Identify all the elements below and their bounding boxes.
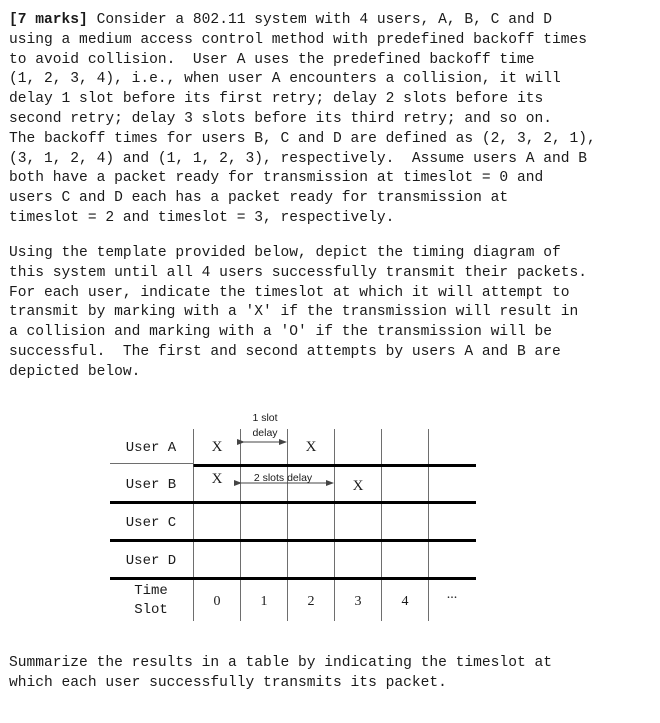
summary-line-1: which each user successfully transmits its packet. [9, 674, 447, 691]
row-label-user-a: User A [125, 440, 177, 456]
slot-ellipsis: ... [446, 587, 458, 602]
slot-gridlines [194, 429, 429, 621]
instruction-line-2: For each user, indicate the timeslot at which it will attempt to [9, 284, 570, 301]
backoff-annotation-a: 1 slot [252, 412, 278, 424]
instruction-line-5: successful. The first and second attempts by users A and B are [9, 343, 561, 360]
intro-line-0: Consider a 802.11 system with 4 users, A, B, C and D [87, 12, 552, 28]
instruction-line-1: this system until all 4 users successfully transmit their packets. [9, 264, 588, 281]
slot-number: 4 [401, 594, 409, 609]
row-label-user-b: User B [125, 477, 177, 493]
intro-line-8: both have a packet ready for transmission at timeslot = 0 and [9, 170, 544, 187]
intro-line-1: using a medium access control method with predefined backoff times [9, 31, 588, 48]
intro-line-7: (3, 1, 2, 4) and (1, 1, 2, 3), respectively. Assume users A and B [9, 150, 588, 167]
slot-number: 3 [354, 594, 362, 609]
intro-line-6: The backoff times for users B, C and D are defined as (2, 3, 2, 1), [9, 130, 596, 147]
slot-number: 1 [260, 594, 268, 609]
intro-line-9: users C and D each has a packet ready for transmission at [9, 190, 509, 207]
marks-label: [7 marks] [9, 12, 88, 28]
attempt-mark-collision: X [305, 439, 317, 455]
slot-number: 2 [307, 594, 315, 609]
backoff-annotation-b: 2 slots delay [253, 472, 313, 484]
attempt-mark-collision: X [211, 471, 223, 487]
time-slot-label: Slot [134, 602, 168, 618]
instruction-line-3: transmit by marking with a 'X' if the transmission will result in [9, 304, 579, 321]
intro-line-5: second retry; delay 3 slots before its third retry; and so on. [9, 110, 552, 127]
time-slot-label: Time [134, 583, 168, 599]
attempt-mark-collision: X [352, 478, 364, 494]
instruction-line-6: depicted below. [9, 363, 141, 380]
instruction-line-4: a collision and marking with a 'O' if the transmission will be [9, 324, 552, 341]
intro-line-4: delay 1 slot before its first retry; delay 2 slots before its [9, 91, 544, 108]
instruction-line-0: Using the template provided below, depict the timing diagram of [9, 245, 561, 261]
intro-line-3: (1, 2, 3, 4), i.e., when user A encounters a collision, it will [9, 71, 561, 88]
slot-number: 0 [213, 594, 221, 609]
row-label-user-c: User C [125, 515, 177, 531]
intro-line-10: timeslot = 2 and timeslot = 3, respectively. [9, 209, 395, 226]
summary-line-0: Summarize the results in a table by indicating the timeslot at [9, 655, 552, 671]
summary-paragraph [9, 654, 552, 694]
row-label-user-d: User D [125, 553, 177, 569]
backoff-annotation-a: delay [252, 427, 278, 439]
attempt-mark-collision: X [211, 439, 223, 455]
intro-line-2: to avoid collision. User A uses the predefined backoff time [9, 51, 535, 68]
